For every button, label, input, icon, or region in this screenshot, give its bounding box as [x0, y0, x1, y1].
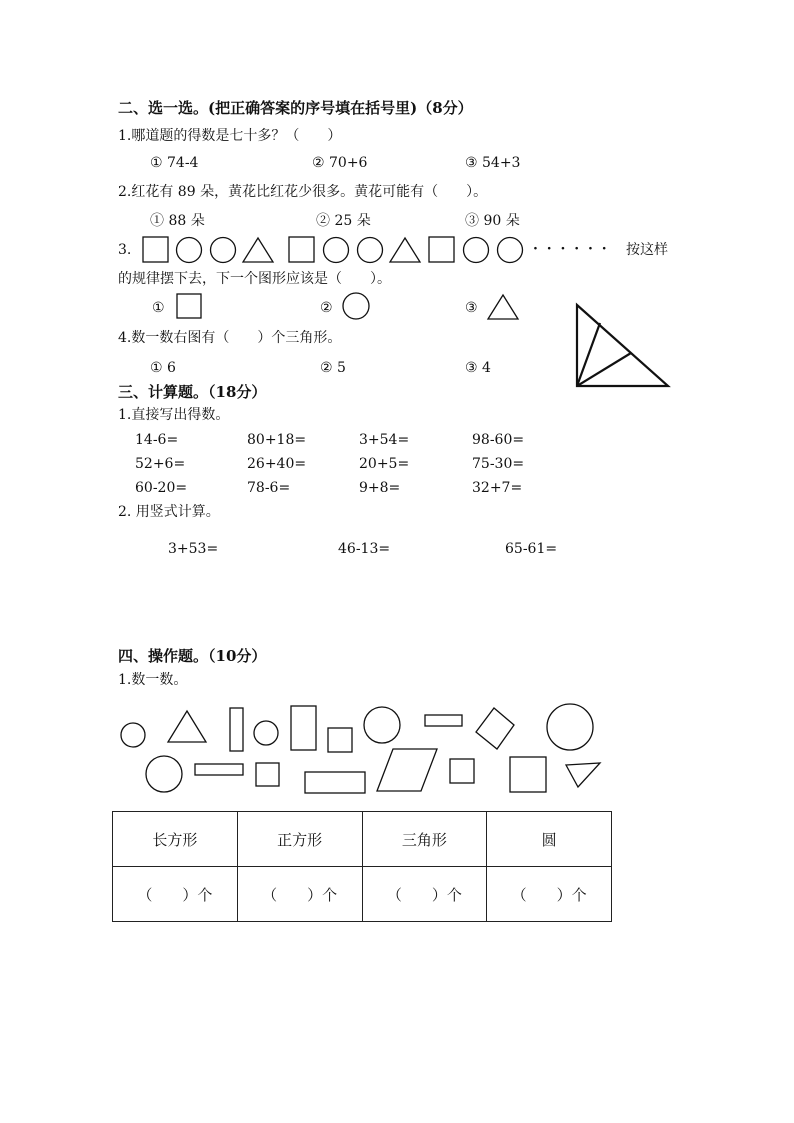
- rectangle-flat-2: [195, 764, 243, 775]
- triangle-2: [566, 763, 600, 787]
- count-table-header-row: [113, 812, 612, 867]
- circle-small-1: [121, 723, 145, 747]
- q1-text: 1.哪道题的得数是七十多？（ ）: [118, 128, 342, 144]
- header-square: 正方形: [237, 812, 362, 867]
- sec3-p2: 2. 用竖式计算。: [118, 504, 220, 520]
- answer-rectangle[interactable]: （ ）个: [113, 867, 238, 922]
- vertical-calc-1: 3+53=: [168, 541, 219, 557]
- q3-option-1-mark: ①: [152, 300, 165, 316]
- q2-option-1: ① 88 朵: [150, 213, 205, 229]
- circle-medium-1: [364, 707, 400, 743]
- calc-r2-c4: 75-30=: [472, 456, 525, 472]
- calc-r2-c2: 26+40=: [247, 456, 307, 472]
- circle-medium-2: [146, 756, 182, 792]
- q3-line2: 的规律摆下去，下一个图形应该是（ ）。: [118, 271, 391, 287]
- rectangle-tilted: [476, 708, 514, 749]
- q2-option-3: ③ 90 朵: [465, 213, 520, 229]
- q4-triangle-figure: [570, 300, 675, 392]
- calc-r3-c2: 78-6=: [247, 480, 291, 496]
- calc-r1-c3: 3+54=: [359, 432, 410, 448]
- calc-r3-c3: 9+8=: [359, 480, 401, 496]
- circle-large-1: [547, 704, 593, 750]
- header-rectangle: 长方形: [113, 812, 238, 867]
- header-triangle: 三角形: [362, 812, 487, 867]
- calc-r3-c1: 60-20=: [135, 480, 188, 496]
- q2-option-2: ② 25 朵: [316, 213, 371, 229]
- q4-option-3: ③ 4: [465, 360, 491, 376]
- header-circle: 圆: [487, 812, 612, 867]
- answer-circle[interactable]: （ ）个: [487, 867, 612, 922]
- q4-option-1: ① 6: [150, 360, 176, 376]
- section-3-title: 三、计算题。（18分）: [118, 383, 267, 401]
- section-2-title: 二、选一选。(把正确答案的序号填在括号里)（8分）: [118, 99, 473, 117]
- square-3: [450, 759, 474, 783]
- q3-pattern: [140, 234, 530, 266]
- circle-small-2: [254, 721, 278, 745]
- calc-r2-c1: 52+6=: [135, 456, 186, 472]
- calc-r3-c4: 32+7=: [472, 480, 523, 496]
- pattern-circle-2: [211, 238, 236, 263]
- q3-option-1-square: [176, 293, 204, 321]
- count-table: [112, 811, 612, 922]
- pattern-triangle-1: [243, 238, 273, 262]
- pattern-circle-3: [324, 238, 349, 263]
- calc-r1-c4: 98-60=: [472, 432, 525, 448]
- pattern-square-3: [429, 237, 454, 262]
- sec3-p1: 1.直接写出得数。: [118, 407, 230, 423]
- rectangle-tall-1: [230, 708, 243, 751]
- square-4: [510, 757, 546, 792]
- q3-option-2-mark: ②: [320, 300, 333, 316]
- pattern-circle-4: [358, 238, 383, 263]
- q4-text: 4.数一数右图有（ ）个三角形。: [118, 330, 342, 346]
- pattern-circle-1: [177, 238, 202, 263]
- q3-tail: 按这样: [626, 242, 668, 258]
- square-2: [256, 763, 279, 786]
- answer-triangle[interactable]: （ ）个: [362, 867, 487, 922]
- q3-option-2-circle: [341, 291, 371, 321]
- pattern-square-2: [289, 237, 314, 262]
- q2-text: 2.红花有 89 朵，黄花比红花少很多。黄花可能有（ ）。: [118, 184, 488, 200]
- rectangle-wide: [305, 772, 365, 793]
- sec4-p1: 1.数一数。: [118, 672, 188, 688]
- rectangle-flat-1: [425, 715, 462, 726]
- q1-option-3: ③ 54+3: [465, 155, 521, 171]
- parallelogram: [377, 749, 437, 791]
- square-1: [328, 728, 352, 752]
- calc-r1-c2: 80+18=: [247, 432, 307, 448]
- answer-square[interactable]: （ ）个: [237, 867, 362, 922]
- pattern-triangle-2: [390, 238, 420, 262]
- calc-r1-c1: 14-6=: [135, 432, 179, 448]
- q1-option-2: ② 70+6: [312, 155, 368, 171]
- triangle-1: [168, 711, 206, 742]
- rectangle-tall-2: [291, 706, 316, 750]
- q3-number: 3.: [118, 242, 132, 258]
- calc-r2-c3: 20+5=: [359, 456, 410, 472]
- pattern-circle-5: [464, 238, 489, 263]
- q3-option-3-mark: ③: [465, 300, 478, 316]
- q1-option-1: ① 74-4: [150, 155, 199, 171]
- vertical-calc-2: 46-13=: [338, 541, 391, 557]
- pattern-square-1: [143, 237, 168, 262]
- q3-option-3-triangle: [486, 293, 520, 321]
- q4-option-2: ② 5: [320, 360, 346, 376]
- shapes-to-count: [110, 695, 610, 800]
- count-table-answer-row: [113, 867, 612, 922]
- pattern-circle-6: [498, 238, 523, 263]
- section-4-title: 四、操作题。（10分）: [118, 647, 267, 665]
- vertical-calc-3: 65-61=: [505, 541, 558, 557]
- q3-dots: · · · · · ·: [533, 241, 609, 257]
